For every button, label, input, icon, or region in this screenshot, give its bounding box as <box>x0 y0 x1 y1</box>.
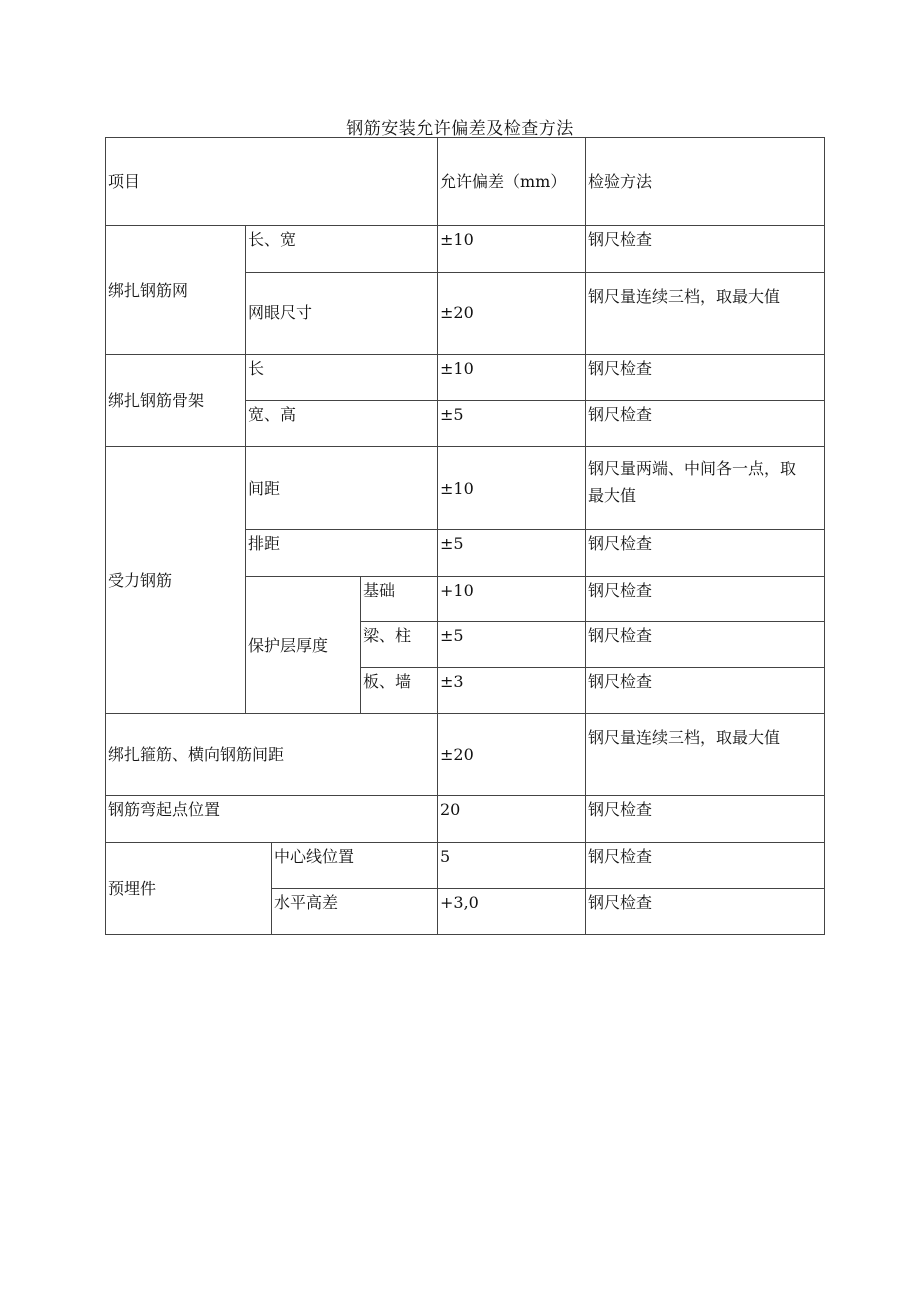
item-tolerance: ±20 <box>437 713 586 796</box>
item-method: 钢尺检查 <box>585 667 825 714</box>
item-name: 基础 <box>360 576 438 622</box>
item-tolerance: 5 <box>437 842 586 889</box>
item-tolerance: ±10 <box>437 354 586 401</box>
group-label-embedded: 预埋件 <box>105 842 272 935</box>
item-method: 钢尺检查 <box>585 225 825 273</box>
item-name: 水平高差 <box>271 888 438 935</box>
item-method: 钢尺检查 <box>585 529 825 577</box>
item-tolerance: +10 <box>437 576 586 622</box>
item-tolerance: ±10 <box>437 446 586 530</box>
item-tolerance: ±3 <box>437 667 586 714</box>
item-name: 板、墙 <box>360 667 438 714</box>
group-label-bend: 钢筋弯起点位置 <box>105 795 438 843</box>
item-name: 中心线位置 <box>271 842 438 889</box>
group-label-stirrup: 绑扎箍筋、横向钢筋间距 <box>105 713 438 796</box>
item-tolerance: ±5 <box>437 529 586 577</box>
item-name: 梁、柱 <box>360 621 438 668</box>
group-label-mesh: 绑扎钢筋网 <box>105 225 246 355</box>
header-item: 项目 <box>105 137 438 226</box>
item-method: 钢尺检查 <box>585 354 825 401</box>
item-tolerance: 20 <box>437 795 586 843</box>
item-tolerance: ±5 <box>437 400 586 447</box>
item-method: 钢尺量连续三档，取最大值 <box>585 272 825 355</box>
item-name: 网眼尺寸 <box>245 272 438 355</box>
item-method: 钢尺检查 <box>585 888 825 935</box>
item-method: 钢尺量两端、中间各一点，取最大值 <box>585 446 825 530</box>
item-method: 钢尺检查 <box>585 576 825 622</box>
item-method: 钢尺检查 <box>585 621 825 668</box>
header-method: 检验方法 <box>585 137 825 226</box>
header-tolerance: 允许偏差（mm） <box>437 137 586 226</box>
item-method: 钢尺量连续三档，取最大值 <box>585 713 825 796</box>
item-name: 宽、高 <box>245 400 438 447</box>
group-label-cage: 绑扎钢筋骨架 <box>105 354 246 447</box>
sub-group-label-cover: 保护层厚度 <box>245 576 361 714</box>
item-name: 排距 <box>245 529 438 577</box>
item-tolerance: ±20 <box>437 272 586 355</box>
document-title: 钢筋安装允许偏差及检查方法 <box>346 119 574 139</box>
item-name: 间距 <box>245 446 438 530</box>
item-name: 长、宽 <box>245 225 438 273</box>
item-tolerance: +3,0 <box>437 888 586 935</box>
item-method: 钢尺检查 <box>585 400 825 447</box>
item-method: 钢尺检查 <box>585 795 825 843</box>
item-method: 钢尺检查 <box>585 842 825 889</box>
item-tolerance: ±10 <box>437 225 586 273</box>
group-label-main-bar: 受力钢筋 <box>105 446 246 714</box>
item-name: 长 <box>245 354 438 401</box>
item-tolerance: ±5 <box>437 621 586 668</box>
